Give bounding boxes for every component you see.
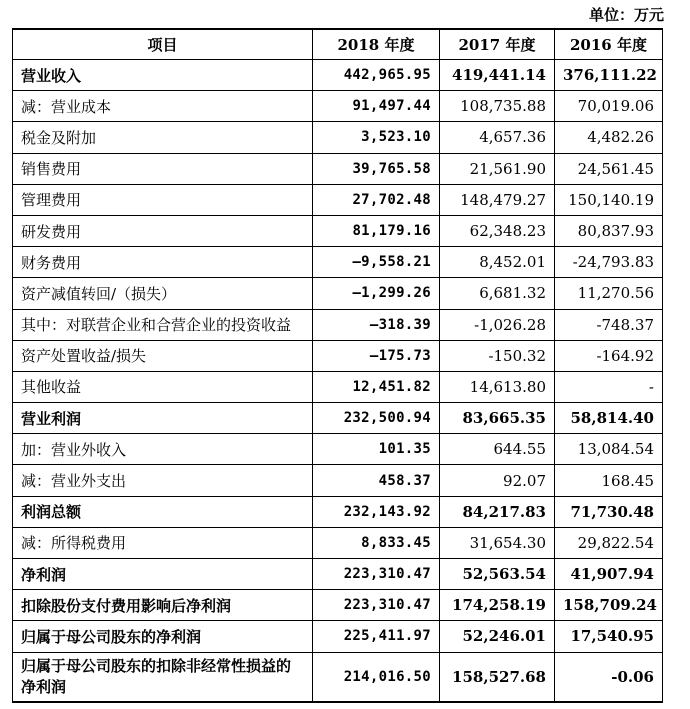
table-row — [13, 465, 663, 496]
table-row — [13, 590, 663, 621]
row-value-2016: 168.45 — [555, 465, 663, 496]
row-item-label: 销售费用 — [13, 153, 313, 184]
row-item-label: 资产减值转回/（损失） — [13, 278, 313, 309]
row-item-label: 利润总额 — [13, 496, 313, 527]
row-value-2018: –318.39 — [313, 309, 440, 340]
row-item-label: 财务费用 — [13, 247, 313, 278]
table-row — [13, 340, 663, 371]
row-value-2018: 91,497.44 — [313, 91, 440, 122]
row-value-2016: -748.37 — [555, 309, 663, 340]
table-header — [13, 29, 663, 60]
row-value-2018: 458.37 — [313, 465, 440, 496]
row-item-label: 加：营业外收入 — [13, 434, 313, 465]
row-value-2016: 4,482.26 — [555, 122, 663, 153]
row-value-2016: -0.06 — [555, 652, 663, 702]
row-value-2016: 376,111.22 — [555, 60, 663, 91]
table-row — [13, 403, 663, 434]
table-row — [13, 559, 663, 590]
row-value-2016: 80,837.93 — [555, 215, 663, 246]
row-item-label: 净利润 — [13, 559, 313, 590]
row-value-2017: 174,258.19 — [440, 590, 555, 621]
row-item-label: 管理费用 — [13, 184, 313, 215]
row-item-label: 研发费用 — [13, 215, 313, 246]
row-value-2017: 419,441.14 — [440, 60, 555, 91]
row-value-2018: 101.35 — [313, 434, 440, 465]
row-value-2016: -164.92 — [555, 340, 663, 371]
row-item-label: 扣除股份支付费用影响后净利润 — [13, 590, 313, 621]
row-item-label: 减：所得税费用 — [13, 527, 313, 558]
row-value-2018: 12,451.82 — [313, 371, 440, 402]
header-2016: 2016 年度 — [555, 29, 663, 60]
row-value-2018: 442,965.95 — [313, 60, 440, 91]
row-value-2017: 83,665.35 — [440, 403, 555, 434]
table-row — [13, 60, 663, 91]
row-value-2018: –175.73 — [313, 340, 440, 371]
row-value-2016: 70,019.06 — [555, 91, 663, 122]
row-value-2018: 223,310.47 — [313, 559, 440, 590]
row-value-2017: 31,654.30 — [440, 527, 555, 558]
row-value-2017: 8,452.01 — [440, 247, 555, 278]
row-value-2018: –9,558.21 — [313, 247, 440, 278]
table-row — [13, 215, 663, 246]
table-row — [13, 371, 663, 402]
row-value-2017: 644.55 — [440, 434, 555, 465]
row-value-2016: 11,270.56 — [555, 278, 663, 309]
header-2017: 2017 年度 — [440, 29, 555, 60]
row-item-label: 营业利润 — [13, 403, 313, 434]
row-value-2017: -150.32 — [440, 340, 555, 371]
header-2018: 2018 年度 — [313, 29, 440, 60]
row-value-2017: 4,657.36 — [440, 122, 555, 153]
row-value-2017: 84,217.83 — [440, 496, 555, 527]
table-row — [13, 153, 663, 184]
row-value-2016: 24,561.45 — [555, 153, 663, 184]
table-row — [13, 309, 663, 340]
table-body — [13, 60, 663, 702]
row-value-2017: 108,735.88 — [440, 91, 555, 122]
row-value-2017: 148,479.27 — [440, 184, 555, 215]
row-value-2016: 29,822.54 — [555, 527, 663, 558]
row-item-label: 归属于母公司股东的净利润 — [13, 621, 313, 652]
row-item-label: 其他收益 — [13, 371, 313, 402]
table-row — [13, 652, 663, 702]
row-value-2016: 150,140.19 — [555, 184, 663, 215]
row-value-2017: 6,681.32 — [440, 278, 555, 309]
row-value-2016: - — [555, 371, 663, 402]
unit-label: 单位：万元 — [588, 6, 664, 24]
header-row — [13, 29, 663, 60]
row-value-2017: 14,613.80 — [440, 371, 555, 402]
row-value-2017: 52,246.01 — [440, 621, 555, 652]
table-row — [13, 247, 663, 278]
row-value-2018: 27,702.48 — [313, 184, 440, 215]
row-value-2016: -24,793.83 — [555, 247, 663, 278]
row-value-2018: 8,833.45 — [313, 527, 440, 558]
table-row — [13, 496, 663, 527]
row-value-2017: 21,561.90 — [440, 153, 555, 184]
row-value-2018: 232,143.92 — [313, 496, 440, 527]
row-item-label: 税金及附加 — [13, 122, 313, 153]
row-item-label: 归属于母公司股东的扣除非经常性损益的净利润 — [13, 652, 313, 702]
table-row — [13, 122, 663, 153]
row-value-2018: 3,523.10 — [313, 122, 440, 153]
row-value-2018: 232,500.94 — [313, 403, 440, 434]
row-value-2018: 81,179.16 — [313, 215, 440, 246]
row-value-2018: 39,765.58 — [313, 153, 440, 184]
row-value-2018: 225,411.97 — [313, 621, 440, 652]
income-statement-table — [12, 28, 663, 703]
row-value-2018: 214,016.50 — [313, 652, 440, 702]
row-value-2018: 223,310.47 — [313, 590, 440, 621]
table-row — [13, 91, 663, 122]
row-value-2016: 58,814.40 — [555, 403, 663, 434]
row-value-2017: 62,348.23 — [440, 215, 555, 246]
table-row — [13, 434, 663, 465]
row-item-label: 资产处置收益/损失 — [13, 340, 313, 371]
row-value-2016: 17,540.95 — [555, 621, 663, 652]
header-item: 项目 — [13, 29, 313, 60]
row-item-label: 减：营业成本 — [13, 91, 313, 122]
row-item-label: 营业收入 — [13, 60, 313, 91]
table-row — [13, 278, 663, 309]
row-value-2017: 92.07 — [440, 465, 555, 496]
row-value-2016: 158,709.24 — [555, 590, 663, 621]
table-row — [13, 184, 663, 215]
row-item-label: 减：营业外支出 — [13, 465, 313, 496]
row-value-2016: 41,907.94 — [555, 559, 663, 590]
row-value-2017: 158,527.68 — [440, 652, 555, 702]
table-row — [13, 527, 663, 558]
row-value-2016: 13,084.54 — [555, 434, 663, 465]
row-value-2017: -1,026.28 — [440, 309, 555, 340]
row-item-label: 其中：对联营企业和合营企业的投资收益 — [13, 309, 313, 340]
row-value-2017: 52,563.54 — [440, 559, 555, 590]
table-row — [13, 621, 663, 652]
row-value-2018: –1,299.26 — [313, 278, 440, 309]
row-value-2016: 71,730.48 — [555, 496, 663, 527]
